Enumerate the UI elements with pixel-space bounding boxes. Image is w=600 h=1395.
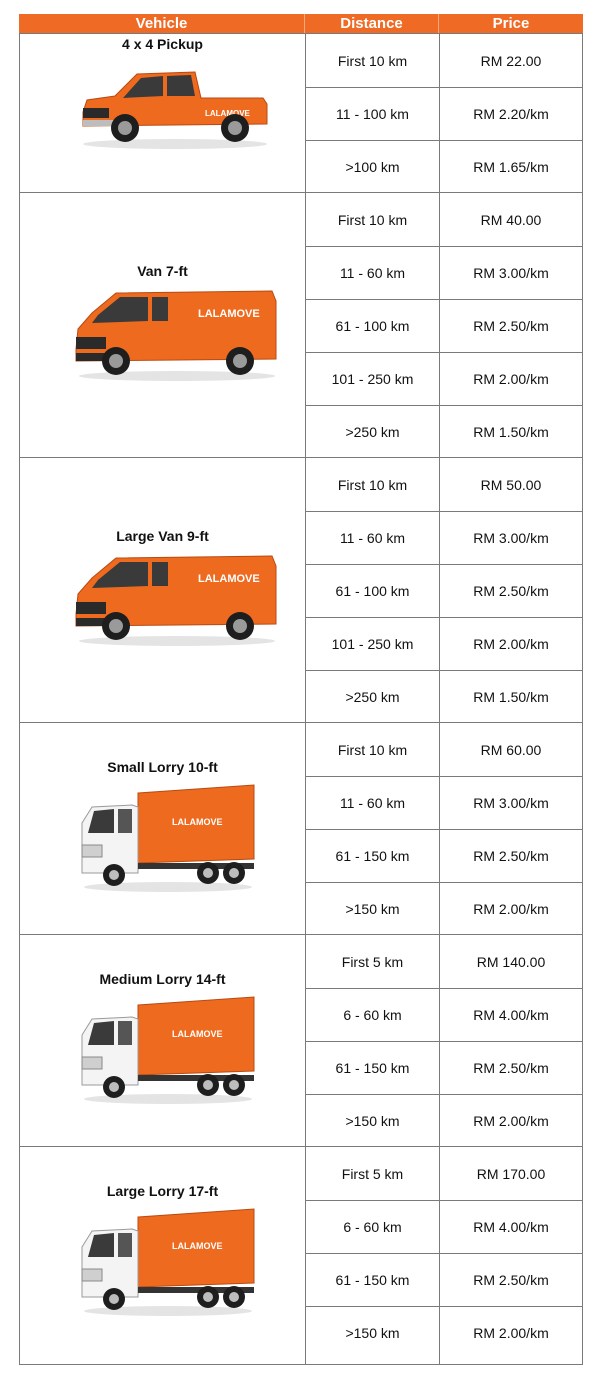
rate-row xyxy=(306,1094,582,1147)
rate-row xyxy=(306,246,582,299)
price-cell: RM 170.00 xyxy=(476,1165,546,1182)
vehicle-name: Van 7-ft xyxy=(137,263,188,279)
distance-cell: First 10 km xyxy=(337,52,408,69)
rate-row xyxy=(306,617,582,670)
distance-cell: 61 - 100 km xyxy=(335,318,410,334)
price-cell: RM 3.00/km xyxy=(473,795,549,811)
rate-grid xyxy=(19,33,583,1365)
price-cell: RM 1.50/km xyxy=(473,689,549,705)
price-cell: RM 3.00/km xyxy=(473,530,549,546)
vehicle-cell xyxy=(20,935,305,1147)
vehicle-cell xyxy=(20,723,305,935)
price-cell: RM 22.00 xyxy=(480,52,542,69)
distance-cell: 61 - 150 km xyxy=(335,848,410,864)
price-cell: RM 2.00/km xyxy=(473,636,549,652)
header-vehicle: Vehicle xyxy=(19,14,305,33)
distance-cell: First 5 km xyxy=(341,953,404,970)
rate-row xyxy=(306,882,582,935)
distance-cell: 101 - 250 km xyxy=(331,371,414,387)
distance-cell: First 10 km xyxy=(337,476,408,493)
vehicle-cell xyxy=(20,34,305,193)
rate-row xyxy=(306,1041,582,1094)
price-cell: RM 140.00 xyxy=(476,953,546,970)
rate-row xyxy=(306,352,582,405)
header-distance: Distance xyxy=(305,14,439,33)
vehicle-name: 4 x 4 Pickup xyxy=(122,36,203,52)
vehicle-cell xyxy=(20,458,305,723)
distance-cell: 11 - 60 km xyxy=(339,265,406,281)
distance-cell: >250 km xyxy=(345,424,400,440)
price-cell: RM 40.00 xyxy=(480,211,542,228)
rate-row xyxy=(306,829,582,882)
van-icon xyxy=(72,552,282,652)
vehicle-cell xyxy=(20,193,305,458)
distance-cell: >100 km xyxy=(345,159,400,175)
rate-row xyxy=(306,670,582,723)
price-cell: RM 2.00/km xyxy=(473,1325,549,1341)
vehicle-cell xyxy=(20,1147,305,1359)
rate-row xyxy=(306,988,582,1041)
rate-table xyxy=(19,14,583,1365)
rate-row xyxy=(306,723,582,776)
rate-row xyxy=(306,140,582,193)
distance-cell: >150 km xyxy=(345,1113,400,1129)
distance-cell: 101 - 250 km xyxy=(331,636,414,652)
distance-cell: First 5 km xyxy=(341,1165,404,1182)
distance-cell: 11 - 100 km xyxy=(336,106,409,122)
distance-cell: 6 - 60 km xyxy=(343,1007,402,1023)
price-cell: RM 3.00/km xyxy=(473,265,549,281)
rate-row xyxy=(306,458,582,511)
rate-row xyxy=(306,34,582,87)
pickup-truck-icon xyxy=(75,60,275,155)
rate-row xyxy=(306,1147,582,1200)
price-cell: RM 2.20/km xyxy=(473,106,549,122)
distance-cell: 61 - 150 km xyxy=(335,1272,410,1288)
distance-cell: 61 - 100 km xyxy=(335,583,410,599)
distance-cell: 61 - 150 km xyxy=(335,1060,410,1076)
distance-cell: 11 - 60 km xyxy=(339,795,406,811)
price-cell: RM 2.50/km xyxy=(473,583,549,599)
price-cell: RM 60.00 xyxy=(480,741,542,758)
vehicle-name: Large Van 9-ft xyxy=(116,528,209,544)
price-cell: RM 1.65/km xyxy=(473,159,549,175)
distance-cell: >150 km xyxy=(345,901,400,917)
rate-row xyxy=(306,1306,582,1359)
van-icon xyxy=(72,287,282,387)
vehicle-name: Large Lorry 17-ft xyxy=(106,1183,219,1199)
price-cell: RM 4.00/km xyxy=(473,1219,549,1235)
rate-row xyxy=(306,1253,582,1306)
rate-row xyxy=(306,564,582,617)
price-cell: RM 2.50/km xyxy=(473,1272,549,1288)
distance-cell: >150 km xyxy=(345,1325,400,1341)
distance-cell: 11 - 60 km xyxy=(339,530,406,546)
vehicle-name: Medium Lorry 14-ft xyxy=(99,971,226,987)
price-cell: RM 2.50/km xyxy=(473,318,549,334)
price-cell: RM 2.50/km xyxy=(473,1060,549,1076)
vehicle-name: Small Lorry 10-ft xyxy=(107,759,218,775)
rate-row xyxy=(306,299,582,352)
rate-row xyxy=(306,935,582,988)
price-cell: RM 2.00/km xyxy=(473,901,549,917)
lorry-icon xyxy=(78,1207,258,1322)
header-price: Price xyxy=(439,14,583,33)
lorry-icon xyxy=(78,995,258,1110)
rate-row xyxy=(306,776,582,829)
distance-cell: 6 - 60 km xyxy=(343,1219,402,1235)
rate-row xyxy=(306,1200,582,1253)
distance-cell: First 10 km xyxy=(337,211,408,228)
price-cell: RM 4.00/km xyxy=(473,1007,549,1023)
distance-cell: >250 km xyxy=(345,689,400,705)
lorry-icon xyxy=(78,783,258,898)
price-cell: RM 2.00/km xyxy=(473,1113,549,1129)
rate-row xyxy=(306,193,582,246)
price-cell: RM 2.50/km xyxy=(473,848,549,864)
distance-cell: First 10 km xyxy=(337,741,408,758)
rate-row xyxy=(306,511,582,564)
rate-row xyxy=(306,405,582,458)
rate-row xyxy=(306,87,582,140)
price-cell: RM 2.00/km xyxy=(473,371,549,387)
price-cell: RM 1.50/km xyxy=(473,424,549,440)
price-cell: RM 50.00 xyxy=(480,476,542,493)
